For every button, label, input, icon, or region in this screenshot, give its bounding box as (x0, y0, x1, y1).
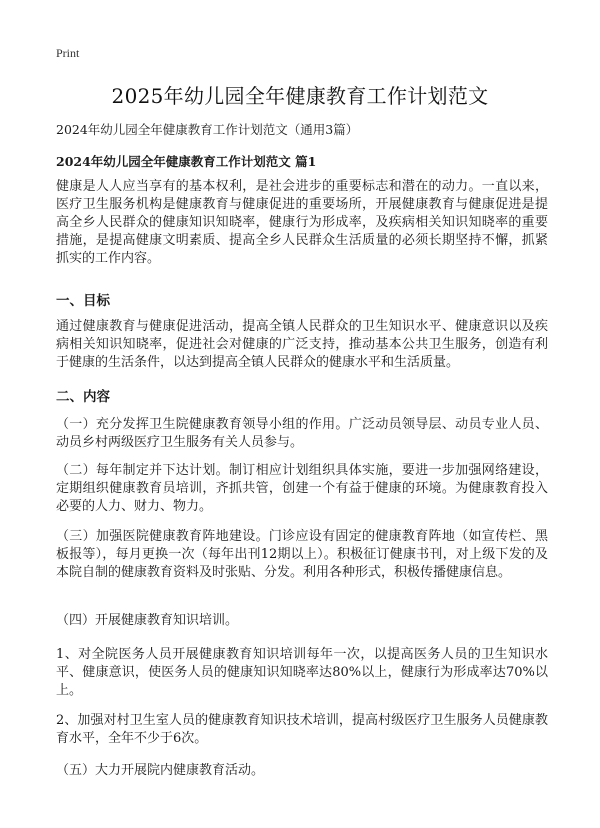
content-subitem-2: 2、加强对村卫生室人员的健康教育知识技术培训，提高村级医疗卫生服务人员健康教育水平，全年不少于6次。 (56, 713, 548, 746)
section-heading-content: 二、内容 (56, 389, 110, 405)
content-subitem-1: 1、对全院医务人员开展健康教育知识培训每年一次，以提高医务人员的卫生知识水平、健康意识，使医务人员的健康知识知晓率达80%以上，健康行为形成率达70%以上。 (56, 647, 548, 698)
goal-paragraph: 通过健康教育与健康促进活动，提高全镇人民群众的卫生知识水平、健康意识以及疾病相关知识知晓率，促进社会对健康的广泛支持，推动基本公共卫生服务，创造有利于健康的生活条件，以达到提高全镇人民群众的健康水平和生活质量。 (56, 319, 548, 370)
content-item-5: （五）大力开展院内健康教育活动。 (56, 763, 265, 778)
document-subtitle: 2024年幼儿园全年健康教育工作计划范文（通用3篇） (56, 122, 359, 137)
print-link[interactable]: Print (56, 46, 80, 60)
content-item-2: （二）每年制定并下达计划。制订相应计划组织具体实施，要进一步加强网络建设，定期组织健康教育员培训，齐抓共管，创建一个有益于健康的环境。为健康教育投入必要的人力、财力、物力。 (56, 463, 548, 514)
section-heading-goal: 一、目标 (56, 293, 110, 309)
content-item-3: （三）加强医院健康教育阵地建设。门诊应设有固定的健康教育阵地（如宣传栏、黑板报等），每月更换一次（每年出刊12期以上）。积极征订健康书刊，对上级下发的及本院自制的健康教育资料及时张贴、分发。利用各种形式，积极传播健康信息。 (56, 529, 548, 580)
content-item-4: （四）开展健康教育知识培训。 (56, 613, 239, 628)
intro-paragraph: 健康是人人应当享有的基本权利，是社会进步的重要标志和潜在的动力。一直以来，医疗卫生服务机构是健康教育与健康促进的重要场所，开展健康教育与健康促进是提高全乡人民群众的健康知识知晓率，健康行为形成率，及疾病相关知识知晓率的重要措施，是提高健康文明素质、提高全乡人民群众生活质量的必须长期坚持不懈，抓紧抓实的工作内容。 (56, 179, 548, 266)
article-heading: 2024年幼儿园全年健康教育工作计划范文 篇1 (56, 154, 317, 169)
page-title: 2025年幼儿园全年健康教育工作计划范文 (111, 84, 489, 108)
content-item-1: （一）充分发挥卫生院健康教育领导小组的作用。广泛动员领导层、动员专业人员、动员乡村两级医疗卫生服务有关人员参与。 (56, 417, 548, 450)
